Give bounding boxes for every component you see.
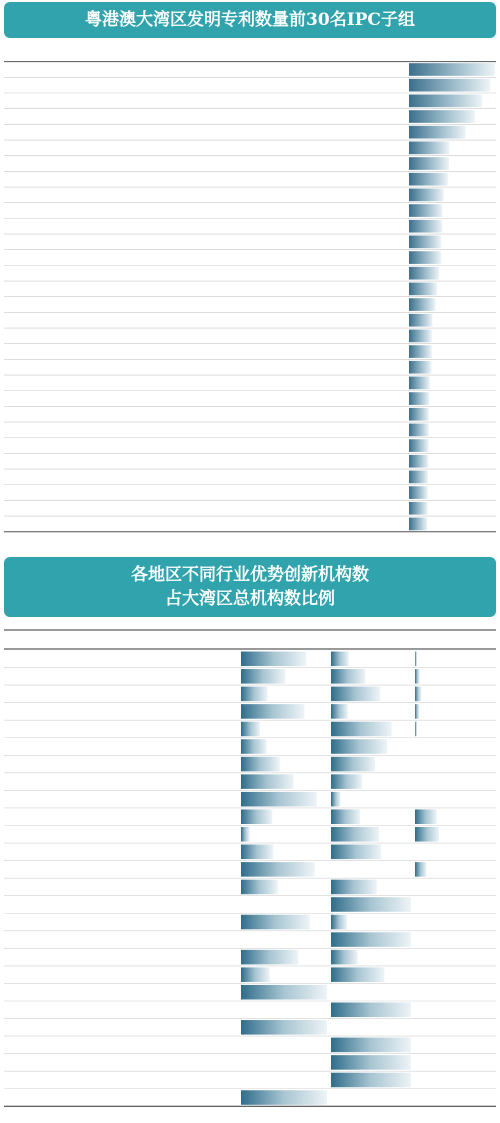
ratio-bar (241, 739, 267, 754)
ratio-bar (331, 757, 375, 772)
ratio-bar (331, 722, 391, 737)
ratio-title-line2: 占大湾区总机构数比例 (165, 589, 335, 609)
ratio-bar (241, 1090, 327, 1105)
ratio-bar (331, 967, 384, 982)
ratio-bar (415, 722, 417, 737)
ratio-bar (331, 739, 387, 754)
patent-section-title: 粤港澳大湾区发明专利数量前30名IPC子组 (4, 2, 496, 38)
ratio-bar (331, 669, 365, 684)
ratio-bar (241, 669, 285, 684)
ratio-bar (241, 757, 280, 772)
ratio-bar (241, 967, 270, 982)
ratio-bar (415, 669, 420, 684)
ratio-bar (331, 950, 358, 965)
ratio-bar (241, 1020, 327, 1035)
ratio-bar (331, 880, 377, 895)
ratio-bar (241, 774, 294, 789)
ratio-bar (241, 985, 327, 1000)
ratio-bar (331, 792, 340, 807)
ratio-bar (331, 809, 360, 824)
ratio-bar (331, 704, 348, 719)
ratio-bar (241, 652, 306, 667)
ratio-bar (415, 809, 437, 824)
ratio-title-line1: 各地区不同行业优势创新机构数 (131, 565, 369, 585)
ratio-bar (415, 862, 426, 877)
ratio-bar (331, 897, 411, 912)
ratio-bar (241, 845, 273, 860)
ratio-bar (331, 932, 411, 947)
ratio-bar (241, 950, 298, 965)
ratio-bar (241, 687, 267, 702)
ratio-bar (331, 915, 347, 930)
ratio-bar (415, 652, 417, 667)
ratio-bar (331, 774, 362, 789)
ratio-bar (331, 1038, 411, 1053)
ratio-bar (415, 827, 439, 842)
ratio-bar (241, 704, 304, 719)
ratio-bar (241, 880, 278, 895)
ratio-bar (331, 1003, 411, 1018)
ratio-bar (241, 809, 272, 824)
ratio-bar (241, 722, 260, 737)
ratio-bar (331, 845, 381, 860)
ratio-bar (331, 687, 380, 702)
ratio-bar (415, 687, 421, 702)
ratio-bar (241, 792, 317, 807)
ratio-bar (331, 1073, 411, 1088)
ratio-bar (415, 704, 419, 719)
ratio-bar (331, 652, 349, 667)
ratio-bar (331, 1055, 411, 1070)
ratio-bar (241, 915, 310, 930)
ratio-bar (331, 827, 379, 842)
ratio-bar (241, 862, 315, 877)
ratio-bar (241, 827, 250, 842)
